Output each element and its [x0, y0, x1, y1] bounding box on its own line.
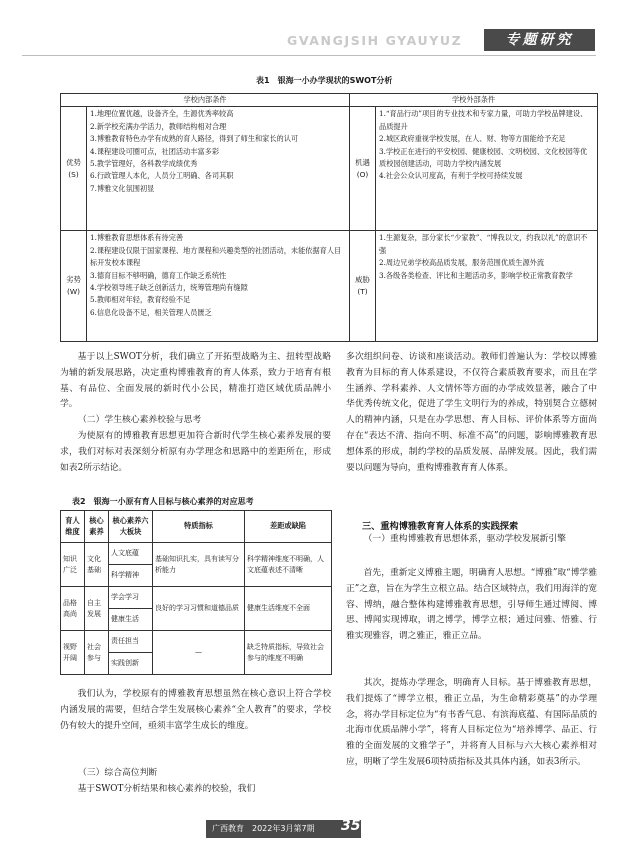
swot-table: [60, 93, 598, 342]
threats-cell: [376, 231, 598, 342]
opportunity-item: 2.城区政府重视学校发展，在人、财、物等方面能给予充足: [379, 134, 566, 144]
t2-sub: 科学精神: [109, 565, 153, 587]
t2-core: 自主发展: [85, 587, 109, 631]
strengths-label-en: (S): [68, 169, 79, 179]
left-paragraph-4: 基于SWOT分析结果和核心素养的校验，我们: [77, 784, 256, 794]
opportunities-label-cn: 机遇: [355, 157, 370, 167]
left-heading-2: （二）学生核心素养校验与思考: [78, 415, 202, 425]
threats-label-cn: 威胁: [355, 275, 370, 285]
strength-item: 3.博雅教育特色办学有成熟的育人路径，得到了师生和家长的认可: [90, 134, 299, 144]
table2-caption: 表2 银海一小原有育人目标与核心素养的对应思考: [72, 497, 254, 506]
t2-sub: 人文底蕴: [109, 543, 153, 565]
t2-header-dimension: 育人维度: [61, 511, 85, 543]
opportunities-label: [350, 107, 376, 231]
strength-item: 4.课程建设可圈可点，社团活动丰富多彩: [90, 146, 220, 156]
strength-item: 6.行政管理人本化，人员分工明确、各司其职: [90, 171, 234, 181]
journal-latin-title: GVANGJSIH GYAUYUZ: [287, 33, 463, 48]
strength-item: 2.新学校充满办学活力，教师结构相对合理: [90, 121, 227, 131]
threats-label-en: (T): [357, 287, 368, 297]
threats-label: [350, 231, 376, 342]
threat-item: 3.各级各类检查、评比和主题活动多，影响学校正常教育教学: [379, 270, 573, 280]
t2-sub: 学会学习: [109, 587, 153, 609]
threat-item: 1.生源复杂，部分家长“少家教”、“博我以文，约我以礼”的意识不强: [379, 233, 588, 255]
opportunities-label-en: (O): [356, 169, 369, 179]
weakness-item: 6.信息化设备不足，相关管理人员匮乏: [90, 307, 212, 317]
weaknesses-label: [61, 231, 87, 342]
weakness-item: 5.教师相对年轻，教育经验不足: [90, 295, 191, 305]
table1-caption: 表1 银海一小办学现状的SWOT分析: [256, 76, 393, 85]
section-heading-3: 三、重构博雅教育育人体系的实践探索: [362, 521, 519, 532]
right-paragraph-1: 多次组织问卷、访谈和座谈活动。教师们普遍认为：学校以博雅教育为目标的育人体系建设，不仅符合素质教育要求，而且在学生涵养、学科素养、人文情怀等方面的办学成效显著，融合了中华优秀传统文化，促进了学生文明行为的养成，特别契合立德树人的精神内涵，只是在办学思想、育人目标、评价体系等方面尚存在“表达不清、指向不明、标准不高”的问题，影响博雅教育思想体系的形成，制约学校的品质发展、品牌发展。因此，我们需要以问题为导向，重构博雅教育育人体系。: [346, 352, 597, 473]
t2-dimension: 知识广泛: [61, 543, 85, 587]
right-paragraph-3: 其次，提炼办学理念，明确育人目标。基于博雅教育思想，我们提炼了“博学立根，雅正立品，为生命精彩奠基”的办学理念，将办学目标定位为“有书香气息、有滨海底蕴、有国际品质的北海市优质品牌小学”，将育人目标定位为“培养博学、品正、行雅的全面发展的文雅学子”，并将育人目标与六大核心素养相对应，明晰了学生发展6项特质指标及其具体内涵，如表3所示。: [346, 678, 597, 767]
strengths-label-cn: 优势: [66, 157, 81, 167]
weakness-item: 4.学校领导班子缺乏创新活力，统筹管理尚有缝隙: [90, 283, 248, 293]
t2-header-trait: 特质指标: [153, 511, 245, 543]
left-paragraph-3: 我们认为，学校原有的博雅教育思想虽然在核心意识上符合学校内涵发展的需要，但结合学生发展核心素养“全人教育”的要求，学校仍有较大的提升空间，亟须丰富学生成长的维度。: [60, 689, 331, 731]
t2-sub: 责任担当: [109, 631, 153, 653]
t2-sub: 实践创新: [109, 653, 153, 675]
strength-item: 7.博雅文化氛围初显: [90, 183, 155, 193]
strengths-cell: [87, 107, 350, 231]
section-tag: 专题研究: [484, 29, 595, 51]
opportunity-item: 1.“育品行动”项目的专业技术和专家力量，可助力学校品牌建设、品质提升: [379, 109, 588, 131]
page-number: 35: [341, 818, 361, 834]
opportunities-cell: [376, 107, 598, 231]
opportunity-item: 3.学校正在进行的平安校园、健康校园、文明校园、文化校园等优质校园创建活动，可助力学校内涵发展: [379, 146, 588, 169]
t2-gap: 科学精神维度不明确，人文底蕴表述不清晰: [245, 543, 332, 587]
left-paragraph-2: 为使原有的博雅教育思想更加符合新时代学生核心素养发展的要求，我们对标对表深刻分析原有办学理念和思路中的差距所在，形成如表2所示结论。: [60, 431, 331, 473]
strength-item: 1.地理位置优越，设备齐全，生源优秀率较高: [90, 109, 234, 119]
weakness-item: 3.德育目标不够明确，德育工作缺乏系统性: [90, 270, 227, 280]
core-literacy-table: [60, 510, 332, 675]
t2-trait: 良好的学习习惯和道德品质: [153, 587, 245, 631]
right-paragraph-2: 首先，重新定义博雅主题，明确育人思想。“博雅”取“博学雅正”之意，旨在为学生立根立品。结合区域特点，我们用海洋的宽容、博纳，融合整体构建博雅教育思想，引导师生通过博阅、博思、博闻实现博取，谓之博学，博学立根；通过问雅、悟雅、行雅实现雅容，谓之雅正，雅正立品。: [346, 568, 598, 642]
header-divider: [22, 55, 596, 56]
left-heading-3: （三）综合高位判断: [78, 768, 158, 778]
t2-trait: 基础知识扎实，具有读写分析能力: [153, 543, 245, 587]
strength-item: 5.教学管理好，各科教学成绩优秀: [90, 159, 198, 169]
t2-core: 社会参与: [85, 631, 109, 675]
t2-trait: —: [153, 631, 245, 675]
opportunity-item: 4.社会公众认可度高，有利于学校可持续发展: [379, 171, 523, 181]
footer-journal: 广西教育 2022年3月第7期: [212, 824, 315, 833]
t2-gap: 健康生活维度不全面: [245, 587, 332, 631]
t2-header-six: 核心素养六大板块: [109, 511, 153, 543]
weakness-item: 1.博雅教育思想体系有待完善: [90, 233, 184, 243]
t2-gap: 缺乏特质指标，导致社会参与的维度不明确: [245, 631, 332, 675]
t2-dimension: 视野开阔: [61, 631, 85, 675]
t2-dimension: 品格高尚: [61, 587, 85, 631]
right-heading-1: （一）重构博雅教育思想体系，驱动学校发展新引擎: [363, 534, 566, 544]
weaknesses-label-en: (W): [66, 287, 81, 297]
col-internal-header: 学校内部条件: [61, 94, 350, 107]
strengths-label: [61, 107, 87, 231]
weakness-item: 2.课程建设仅限于国家课程、地方课程和兴趣类型的社团活动，未能依据育人目标开发校本课程: [90, 245, 342, 268]
col-external-header: 学校外部条件: [350, 94, 598, 107]
t2-core: 文化基础: [85, 543, 109, 587]
left-paragraph-1: 基于以上SWOT分析，我们确立了开拓型战略为主、扭转型战略为辅的新发展思路，决定重构博雅教育的育人体系，致力于培育有根基、有品位、全面发展的新时代小公民，精准打造区域优质品牌小学。: [60, 352, 331, 410]
t2-header-gap: 差距或缺陷: [245, 511, 332, 543]
t2-sub: 健康生活: [109, 609, 153, 631]
weaknesses-cell: [87, 231, 350, 342]
t2-header-core: 核心素养: [85, 511, 109, 543]
threat-item: 2.周边兄弟学校高品质发展，服务范围优质生源外流: [379, 258, 545, 268]
weaknesses-label-cn: 劣势: [66, 275, 81, 285]
